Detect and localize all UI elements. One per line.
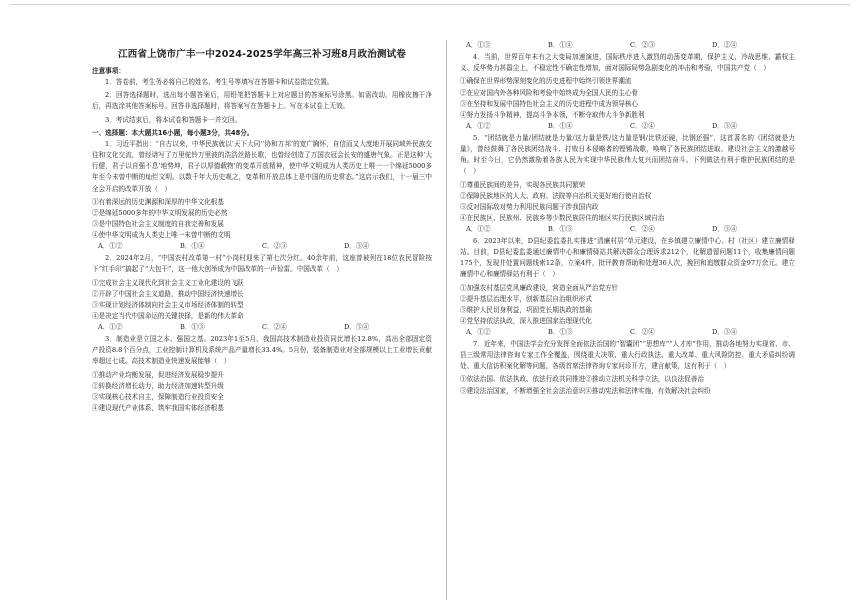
question-3 (92, 334, 432, 414)
question-stem: 7．近年来，中国法学会充分发挥全面依法治国的“智囊团”“思想库”“人才库”作用，推动各地努力实现省、市、县三级常用法律咨询专家工作全覆盖，围绕重大决策、重大行政执法、重大改革、重大风险防控、重大矛盾纠纷调处、重大信访积案化解等问题，各级首席法律咨询专家问诊开方，建言献策，这有利于（ ） (460, 340, 795, 371)
choice-b: B．①③ (180, 323, 205, 331)
option-line: ②开辟了中国社会主义道路，推动中国经济快速增长 (92, 289, 244, 298)
option-line: ①推动产业均衡发展，促进经济发展稳步提升 (92, 370, 224, 379)
option-line: ③在坚持和发展中国特色社会主义的历史进程中成为领导核心 (460, 99, 639, 108)
notice-item-2: 2．回答选择题时，选出每小题答案后，用铅笔把答题卡上对应题目的答案标号涂黑。如需改动，用橡皮擦干净后，再选涂其他答案标号。回答非选择题时，将答案写在答题卡上。写在本试卷上无效。 (92, 91, 432, 111)
option-line: ①依法治国、依法执政、依法行政共同推进②推动立法机关科学立法，以良法促善治 (460, 375, 704, 384)
option-line: ④使中华文明成为人类史上唯一未曾中断的文明 (92, 231, 231, 240)
section-one-heading: 一、选择题：本大题共16小题，每小题3分，共48分。 (92, 129, 254, 138)
question-2 (92, 253, 432, 333)
answer-choices (460, 224, 795, 235)
option-line: ②在应对国内外各种风险和考验中始终成为全国人民的主心骨 (460, 88, 639, 97)
option-line: ③实现核心技术自主，保障制造行业投资安全 (92, 392, 224, 401)
question-6 (460, 236, 795, 338)
document-title: 江西省上饶市广丰一中2024-2025学年高三补习班8月政治测试卷 (117, 49, 406, 60)
option-line: ①尊重民族间的差异，实现各民族共同繁荣 (460, 180, 586, 189)
answer-choices (92, 241, 432, 252)
choice-d: D．③④ (712, 224, 738, 233)
choice-d: D．③④ (344, 323, 370, 331)
choice-c: C．②④ (262, 323, 287, 331)
notice-heading: 注意事项： (92, 67, 125, 75)
choice-a: A．①② (466, 327, 491, 336)
question-stem: 2．2024年2月，“中国农村改革第一村”小岗村迎来了第七次分红。40余年前，这座曾被列在18位农民冒险按下“红手印”搞起了“大包干”，这一他大创举成为中国改革的一声惊雷。中国改革（ ） (92, 254, 432, 274)
option-line: ②转换经济增长动力，助力经济加速转型升级 (92, 381, 224, 390)
column-divider (446, 40, 447, 600)
choice-b: B．①③ (548, 224, 573, 233)
choice-d: D．②④ (712, 41, 738, 49)
left-column (92, 66, 432, 414)
choice-c: C．②④ (630, 121, 655, 130)
notice-item-1: 1．答卷前，考生务必将自己的姓名、考生号等填写在答题卡和试卷指定位置。 (105, 78, 334, 87)
question-stem: 3．制造业是立国之本、强国之基。2023年1至5月，我国高技术制造业投资同比增长12.8%，高出全部固定资产投资8.8个百分点，工业控制计算机及系统产品产量增长33.4%。5月份，装备制造业对全部规模以上工业增长贡献率超过七成。高技术制造业快速发展能够（ ） (92, 335, 432, 366)
option-line: ②保障民族地区的人大、政府、法院等自治机关更好地行使自治权 (460, 191, 652, 200)
question-4 (460, 52, 795, 132)
choice-b: B．①④ (180, 242, 205, 251)
option-line: ③实现计划经济体制向社会主义市场经济体制的转型 (92, 300, 244, 309)
option-line: ④在民族区、民族州、民族乡等少数民族居住的地区实行民族区域自治 (460, 213, 665, 222)
choice-d: D．③④ (712, 327, 738, 336)
answer-choices (92, 322, 432, 333)
notice-item-3: 3．考试结束后，将本试卷和答题卡一并交回。 (105, 115, 242, 124)
answer-choices (460, 121, 795, 132)
choice-d: D．③④ (344, 242, 370, 251)
question-3-choices (460, 40, 795, 51)
choice-c: C．②③ (630, 41, 655, 49)
option-line: ①完成社会主义现代化到社会主义工业化建设的飞跃 (92, 278, 244, 287)
choice-a: A．①② (98, 323, 123, 331)
option-line: ③建设法治国家，不断增强全社会法治意识④推动宪法和法律实施，有效解决社会纠纷 (460, 386, 711, 395)
option-line: ①有着深远的历史渊源和深厚的中华文化根基 (92, 197, 224, 206)
question-stem: 4．当前，世界百年未有之大变局加速演进，国际秩序进入激烈的动荡变革期，保护主义、冷战思维、霸权主义、反华势力甚嚣尘上，不稳定性不确定性增加，面对国际局势急剧变化的冲击和考验，中国共产党（ ） (460, 53, 795, 73)
question-stem: 1．习近平指出：“自古以来，中华民族就以‘天下大同’‘协和万邦’的宽广胸怀，自信而又大度地开展同域外民族交往和文化交流，曾经谱写了万里驼铃万里波的浩浩丝路长歌，也曾经创造了万国衣冠会长安的盛唐气象。正是这种‘大行健，君子以自强不息’地势坤，君子以厚德载物’的变革开放精神，使中华文明成为人类历史上唯一一个绵延5000多年至今未曾中断的灿烂文明。以数千年大历史观之，变革和开放总体上是中国的历史常态。”这启示我们，十一届三中全会开启的改革开放（ ） (92, 140, 432, 193)
choice-d: D．③④ (712, 121, 738, 130)
choice-b: B．①④ (548, 41, 573, 49)
right-column (460, 40, 795, 397)
choice-b: B．①③ (548, 327, 573, 336)
question-1 (92, 139, 432, 252)
option-line: ②是绵延5000多年的中华文明发展的历史必然 (92, 208, 228, 217)
answer-choices (460, 327, 795, 338)
question-5 (460, 133, 795, 235)
choice-c: C．②④ (630, 224, 655, 233)
choice-c: C．②③ (262, 242, 287, 251)
option-line: ④建设现代产业体系，筑牢我国实体经济根基 (92, 403, 224, 412)
choice-b: B．①④ (548, 121, 573, 130)
page-top-border (10, 4, 850, 5)
option-line: ④努力发扬斗争精神，提高斗争本领，不断夺取伟大斗争新胜利 (460, 110, 645, 119)
option-line: ①加强农村基层党风廉政建设，营造全面从严治党方针 (460, 283, 619, 292)
option-line: ③维护人民切身利益，巩固党长期执政的基础 (460, 305, 592, 314)
option-line: ③反对国际敌对势力利用民族问题干涉我国内政 (460, 202, 599, 211)
option-line: ①确保在世界形势深刻变化的历史进程中始终引领世界潮流 (460, 77, 632, 86)
option-line: ③是中国特色社会主义制度的自我完善和发展 (92, 219, 224, 228)
choice-a: A．①② (466, 121, 491, 130)
option-line: ②提升基层治理水平，创新基层自治组织形式 (460, 294, 592, 303)
question-7 (460, 339, 795, 397)
question-stem: 6．2023年以来，D县纪委监委扎实推进“清廉村居”单元建设，在乡镇建立廉情中心、村（社区）建立廉情驿站。目前，D县纪委监委通过廉情中心和廉情驿站共解决群众合理诉求212个，化解遗留问题11个，收集廉情问题175个，发现并处置问题线索12条，立案4件，批评教育帮助和处理36人次，挽回和追缴群众资金97万余元。建立廉情中心和廉情驿站有利于（ ） (460, 236, 795, 279)
choice-a: A．①② (466, 224, 491, 233)
option-line: ④党坚持依法执政，深入推进国家治理现代化 (460, 316, 592, 325)
choice-a: A．①② (98, 242, 123, 251)
option-line: ④是决定当代中国命运的关键抉择，是新的伟大革命 (92, 311, 244, 320)
choice-a: A．①③ (466, 41, 491, 49)
choice-c: C．②④ (630, 327, 655, 336)
question-stem: 5．“团结就是力量/团结就是力量/这力量是铁/这力量是钢/比铁还硬，比钢还强”，这首著名的《团结就是力量》，曾经鼓舞了各民族团结战斗、打败日本侵略者的铿锵战歌，唤响了各民族团结进取、建设社会主义的激越号角。时至今日，它仍然激励着各族人民为实现中华民族伟大复兴而团结奋斗。下列做法有利于维护民族团结的是（ ） (460, 133, 795, 176)
